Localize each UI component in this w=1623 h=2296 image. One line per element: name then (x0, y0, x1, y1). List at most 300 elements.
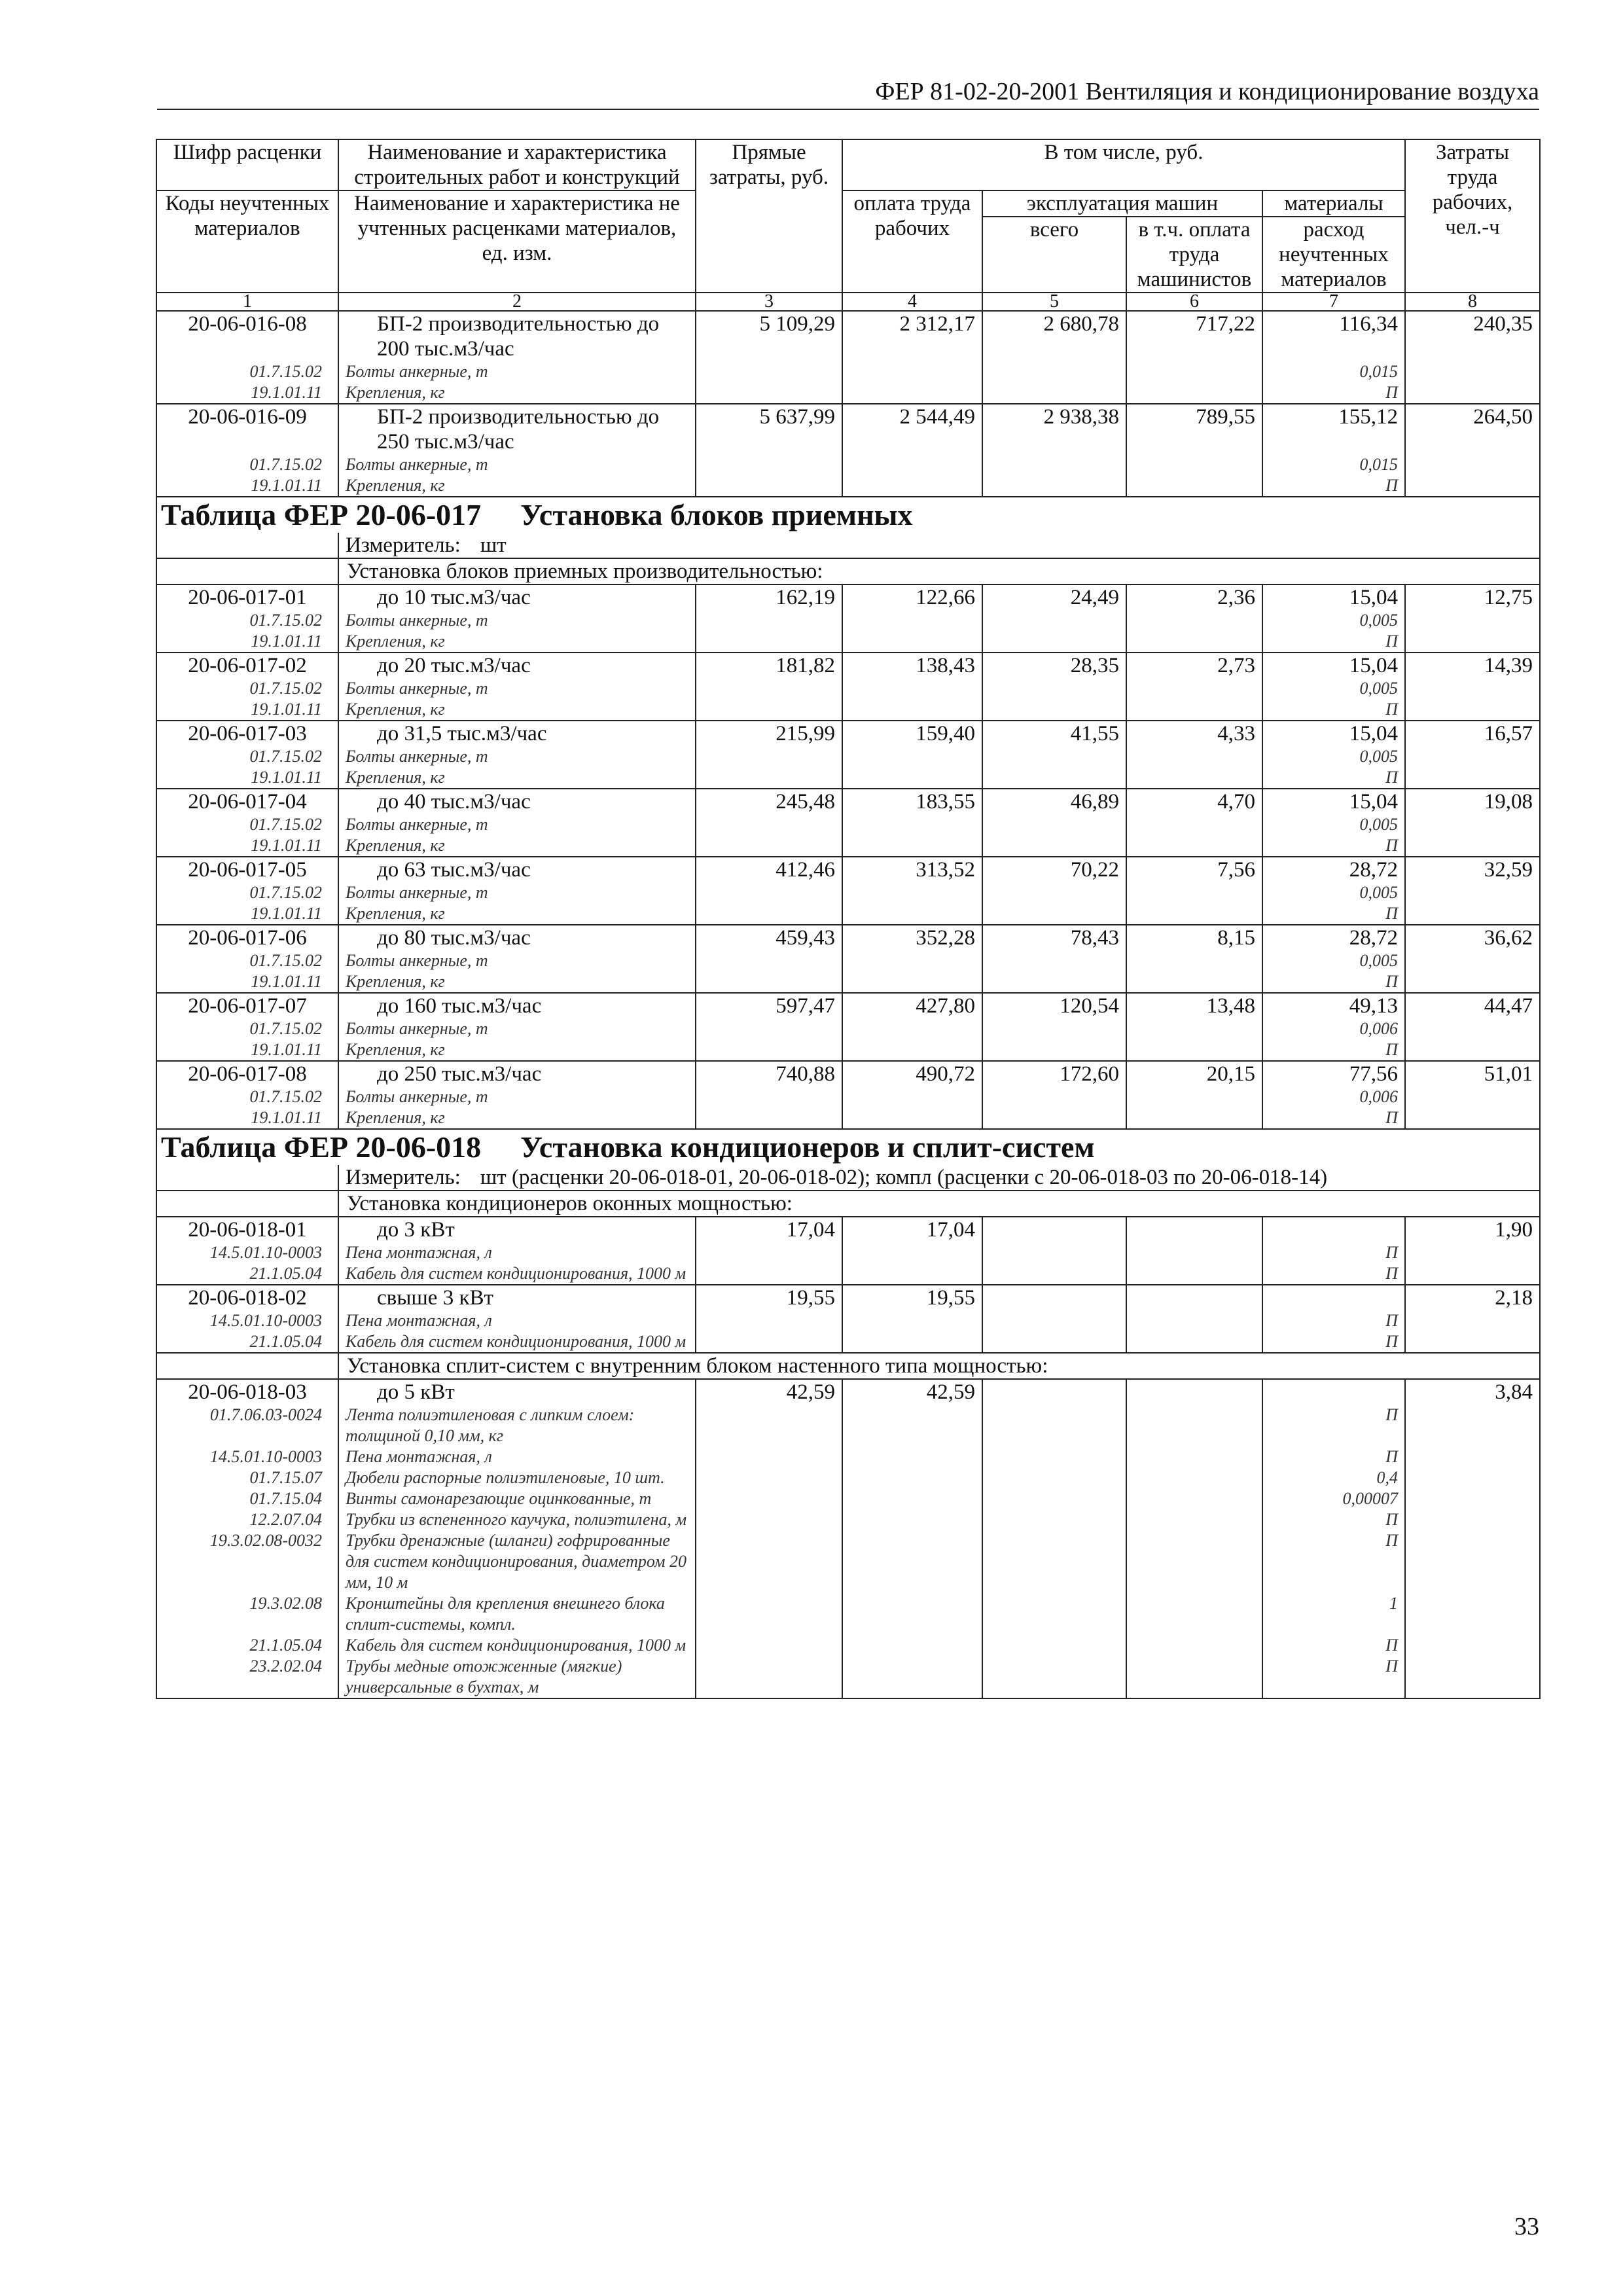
empty-cell (1126, 882, 1262, 903)
header-materials: материалы (1262, 190, 1405, 217)
empty-cell (696, 1086, 842, 1107)
material-code: 01.7.15.02 (156, 746, 338, 767)
rate-name: до 160 тыс.м3/час (338, 993, 696, 1018)
table-body (156, 311, 1540, 1698)
empty-cell (1405, 475, 1540, 497)
empty-cell (842, 1593, 982, 1635)
material-row (156, 1331, 1540, 1353)
material-row (156, 1086, 1540, 1107)
empty-cell (842, 1242, 982, 1263)
direct-cost: 597,47 (696, 993, 842, 1018)
empty-cell (696, 454, 842, 475)
section-heading-row (156, 1191, 1540, 1217)
material-quantity: 0,015 (1262, 361, 1405, 382)
empty-cell (1126, 1018, 1262, 1039)
material-row (156, 1530, 1540, 1593)
material-row (156, 814, 1540, 835)
direct-cost: 181,82 (696, 653, 842, 678)
material-name: Болты анкерные, т (338, 1086, 696, 1107)
empty-cell (1405, 1488, 1540, 1509)
empty-cell (1126, 767, 1262, 789)
empty-cell (1405, 1530, 1540, 1593)
empty-cell (696, 699, 842, 721)
empty-cell (842, 767, 982, 789)
table-subject: Установка блоков приемных (520, 498, 913, 531)
materials-cost: 15,04 (1262, 653, 1405, 678)
materials-cost: 116,34 (1262, 311, 1405, 361)
empty-cell (156, 1191, 338, 1217)
materials-cost: 49,13 (1262, 993, 1405, 1018)
empty-cell (696, 1530, 842, 1593)
material-row (156, 382, 1540, 404)
column-numbers-row: 1 2 3 4 5 6 7 8 (156, 293, 1540, 311)
material-quantity: П (1262, 835, 1405, 857)
header-included: В том числе, руб. (842, 139, 1405, 190)
empty-cell (982, 361, 1126, 382)
material-name: Болты анкерные, т (338, 678, 696, 699)
rate-name: до 20 тыс.м3/час (338, 653, 696, 678)
empty-cell (982, 1086, 1126, 1107)
material-row (156, 1018, 1540, 1039)
material-code: 01.7.06.03-0024 (156, 1405, 338, 1446)
material-quantity: П (1262, 1635, 1405, 1656)
empty-cell (1126, 1593, 1262, 1635)
material-quantity: П (1262, 1530, 1405, 1593)
empty-cell (1405, 678, 1540, 699)
empty-cell (1126, 475, 1262, 497)
table-row (156, 404, 1540, 454)
table-header (156, 139, 1540, 311)
empty-cell (696, 1242, 842, 1263)
material-code: 19.3.02.08 (156, 1593, 338, 1635)
material-quantity: 0,005 (1262, 746, 1405, 767)
material-quantity: П (1262, 767, 1405, 789)
empty-cell (842, 699, 982, 721)
material-row (156, 631, 1540, 653)
direct-cost: 19,55 (696, 1285, 842, 1310)
empty-cell (842, 1107, 982, 1129)
table-row (156, 1217, 1540, 1242)
material-name: Кабель для систем кондиционирования, 1000 м (338, 1635, 696, 1656)
material-quantity: 0,005 (1262, 678, 1405, 699)
material-code: 14.5.01.10-0003 (156, 1446, 338, 1467)
labor-pay: 17,04 (842, 1217, 982, 1242)
empty-cell (1126, 814, 1262, 835)
empty-cell (1405, 1263, 1540, 1285)
table-row (156, 1061, 1540, 1086)
empty-cell (1126, 678, 1262, 699)
empty-cell (842, 814, 982, 835)
table-row (156, 857, 1540, 882)
empty-cell (1126, 1263, 1262, 1285)
material-name: Пена монтажная, л (338, 1310, 696, 1331)
empty-cell (982, 1593, 1126, 1635)
direct-cost: 245,48 (696, 789, 842, 814)
material-row (156, 835, 1540, 857)
empty-cell (1405, 454, 1540, 475)
empty-cell (696, 1593, 842, 1635)
empty-cell (1126, 699, 1262, 721)
measurer (338, 533, 1540, 558)
empty-cell (696, 814, 842, 835)
material-row (156, 1593, 1540, 1635)
material-quantity: 0,006 (1262, 1018, 1405, 1039)
material-quantity: П (1262, 971, 1405, 993)
machines-total: 41,55 (982, 721, 1126, 746)
empty-cell (696, 1039, 842, 1061)
material-quantity: П (1262, 631, 1405, 653)
empty-cell (156, 1165, 338, 1191)
empty-cell (156, 533, 338, 558)
material-code: 19.1.01.11 (156, 475, 338, 497)
material-name: Трубки дренажные (шланги) гофрированные для систем кондиционирования, диаметром 20 мм, 10 м (338, 1530, 696, 1593)
rate-code: 20-06-017-02 (156, 653, 338, 678)
section-heading: Установка кондиционеров оконных мощностью: (338, 1191, 1540, 1217)
empty-cell (982, 382, 1126, 404)
empty-cell (842, 1446, 982, 1467)
material-code: 14.5.01.10-0003 (156, 1310, 338, 1331)
material-quantity: 0,005 (1262, 950, 1405, 971)
empty-cell (982, 1405, 1126, 1446)
machines-total: 2 680,78 (982, 311, 1126, 361)
empty-cell (842, 1405, 982, 1446)
empty-cell (1405, 971, 1540, 993)
material-code: 21.1.05.04 (156, 1331, 338, 1353)
empty-cell (982, 1018, 1126, 1039)
rate-code: 20-06-018-01 (156, 1217, 338, 1242)
empty-cell (696, 382, 842, 404)
machines-total (982, 1285, 1126, 1310)
measurer-unit: шт (480, 533, 507, 557)
materials-cost (1262, 1285, 1405, 1310)
empty-cell (982, 1530, 1126, 1593)
material-code: 01.7.15.02 (156, 454, 338, 475)
empty-cell (982, 1039, 1126, 1061)
labor-hours: 3,84 (1405, 1379, 1540, 1405)
material-code: 21.1.05.04 (156, 1635, 338, 1656)
section-heading: Установка сплит-систем с внутренним блоком настенного типа мощностью: (338, 1353, 1540, 1379)
empty-cell (1405, 1331, 1540, 1353)
empty-cell (1405, 882, 1540, 903)
direct-cost: 5 109,29 (696, 311, 842, 361)
section-heading-row (156, 1353, 1540, 1379)
measurer-row (156, 1165, 1540, 1191)
rate-name: до 3 кВт (338, 1217, 696, 1242)
empty-cell (1405, 631, 1540, 653)
empty-cell (982, 835, 1126, 857)
labor-hours: 264,50 (1405, 404, 1540, 454)
material-quantity: П (1262, 699, 1405, 721)
labor-pay: 352,28 (842, 925, 982, 950)
empty-cell (842, 361, 982, 382)
empty-cell (696, 475, 842, 497)
material-name: Болты анкерные, т (338, 950, 696, 971)
material-name: Крепления, кг (338, 699, 696, 721)
material-name: Болты анкерные, т (338, 361, 696, 382)
machines-total: 24,49 (982, 584, 1126, 610)
empty-cell (696, 1405, 842, 1446)
machinists-pay (1126, 1217, 1262, 1242)
labor-pay: 159,40 (842, 721, 982, 746)
empty-cell (982, 971, 1126, 993)
material-name: Кабель для систем кондиционирования, 1000 м (338, 1263, 696, 1285)
material-code: 12.2.07.04 (156, 1509, 338, 1530)
machinists-pay: 4,33 (1126, 721, 1262, 746)
machines-total: 2 938,38 (982, 404, 1126, 454)
machinists-pay: 789,55 (1126, 404, 1262, 454)
material-name: Трубы медные отожженные (мягкие) универсальные в бухтах, м (338, 1656, 696, 1698)
labor-hours: 16,57 (1405, 721, 1540, 746)
material-row (156, 1509, 1540, 1530)
empty-cell (696, 1107, 842, 1129)
machines-total: 120,54 (982, 993, 1126, 1018)
rate-name: БП-2 производительностью до 200 тыс.м3/час (338, 311, 696, 361)
table-title-row (156, 1129, 1540, 1165)
empty-cell (982, 1331, 1126, 1353)
material-code: 19.1.01.11 (156, 835, 338, 857)
material-name: Крепления, кг (338, 631, 696, 653)
empty-cell (1405, 1039, 1540, 1061)
empty-cell (982, 1107, 1126, 1129)
material-code: 01.7.15.02 (156, 361, 338, 382)
material-row (156, 454, 1540, 475)
empty-cell (1126, 631, 1262, 653)
material-row (156, 610, 1540, 631)
labor-pay: 138,43 (842, 653, 982, 678)
empty-cell (1405, 903, 1540, 925)
material-quantity: 1 (1262, 1593, 1405, 1635)
empty-cell (982, 1488, 1126, 1509)
materials-cost: 77,56 (1262, 1061, 1405, 1086)
direct-cost: 412,46 (696, 857, 842, 882)
materials-cost (1262, 1217, 1405, 1242)
material-code: 21.1.05.04 (156, 1263, 338, 1285)
material-name: Кронштейны для крепления внешнего блока сплит-системы, компл. (338, 1593, 696, 1635)
material-code: 19.1.01.11 (156, 1107, 338, 1129)
material-row (156, 1242, 1540, 1263)
empty-cell (842, 631, 982, 653)
empty-cell (842, 1656, 982, 1698)
machinists-pay: 2,73 (1126, 653, 1262, 678)
empty-cell (1126, 1488, 1262, 1509)
material-code: 14.5.01.10-0003 (156, 1242, 338, 1263)
empty-cell (842, 971, 982, 993)
material-code: 19.1.01.11 (156, 631, 338, 653)
material-row (156, 678, 1540, 699)
table-row (156, 653, 1540, 678)
labor-hours: 19,08 (1405, 789, 1540, 814)
empty-cell (842, 610, 982, 631)
machinists-pay (1126, 1285, 1262, 1310)
material-quantity: П (1262, 903, 1405, 925)
empty-cell (842, 1635, 982, 1656)
material-name: Трубки из вспененного каучука, полиэтилена, м (338, 1509, 696, 1530)
material-quantity: П (1262, 1107, 1405, 1129)
empty-cell (1126, 1467, 1262, 1488)
material-row (156, 1467, 1540, 1488)
machines-total: 172,60 (982, 1061, 1126, 1086)
material-code: 01.7.15.02 (156, 678, 338, 699)
labor-pay: 2 312,17 (842, 311, 982, 361)
empty-cell (1126, 971, 1262, 993)
empty-cell (696, 971, 842, 993)
empty-cell (842, 1467, 982, 1488)
empty-cell (842, 1331, 982, 1353)
empty-cell (1126, 1446, 1262, 1467)
empty-cell (982, 678, 1126, 699)
direct-cost: 215,99 (696, 721, 842, 746)
material-name: Пена монтажная, л (338, 1242, 696, 1263)
labor-pay: 313,52 (842, 857, 982, 882)
empty-cell (1405, 1467, 1540, 1488)
empty-cell (1126, 382, 1262, 404)
material-name: Кабель для систем кондиционирования, 1000 м (338, 1331, 696, 1353)
materials-cost: 28,72 (1262, 857, 1405, 882)
empty-cell (1126, 610, 1262, 631)
empty-cell (1405, 1242, 1540, 1263)
header-machinists-pay: в т.ч. оплата труда машинистов (1126, 217, 1262, 293)
empty-cell (982, 1263, 1126, 1285)
empty-cell (696, 1488, 842, 1509)
empty-cell (696, 882, 842, 903)
empty-cell (1405, 767, 1540, 789)
header-code: Шифр расценки (156, 139, 338, 190)
empty-cell (1126, 1509, 1262, 1530)
empty-cell (696, 767, 842, 789)
labor-hours: 36,62 (1405, 925, 1540, 950)
empty-cell (1126, 454, 1262, 475)
empty-cell (982, 699, 1126, 721)
empty-cell (842, 1488, 982, 1509)
table-row (156, 1285, 1540, 1310)
empty-cell (696, 1263, 842, 1285)
materials-cost: 15,04 (1262, 789, 1405, 814)
measurer (338, 1165, 1540, 1191)
section-heading: Установка блоков приемных производительностью: (338, 558, 1540, 584)
material-row (156, 767, 1540, 789)
machines-total (982, 1379, 1126, 1405)
rate-code: 20-06-017-01 (156, 584, 338, 610)
labor-hours: 2,18 (1405, 1285, 1540, 1310)
empty-cell (982, 882, 1126, 903)
table-row (156, 993, 1540, 1018)
material-code: 01.7.15.02 (156, 610, 338, 631)
machines-total: 70,22 (982, 857, 1126, 882)
materials-cost: 155,12 (1262, 404, 1405, 454)
machines-total: 46,89 (982, 789, 1126, 814)
empty-cell (982, 950, 1126, 971)
rate-name: до 63 тыс.м3/час (338, 857, 696, 882)
empty-cell (1126, 1405, 1262, 1446)
measurer-label: Измеритель: (346, 533, 461, 557)
material-row (156, 361, 1540, 382)
direct-cost: 17,04 (696, 1217, 842, 1242)
empty-cell (1126, 746, 1262, 767)
empty-cell (842, 835, 982, 857)
empty-cell (1126, 1086, 1262, 1107)
empty-cell (1126, 1635, 1262, 1656)
material-code: 01.7.15.02 (156, 814, 338, 835)
header-material-codes: Коды неучтенных материалов (156, 190, 338, 293)
material-code: 19.1.01.11 (156, 767, 338, 789)
empty-cell (982, 631, 1126, 653)
direct-cost: 459,43 (696, 925, 842, 950)
labor-pay: 490,72 (842, 1061, 982, 1086)
material-name: Пена монтажная, л (338, 1446, 696, 1467)
empty-cell (842, 1509, 982, 1530)
material-code: 19.1.01.11 (156, 699, 338, 721)
material-row (156, 1107, 1540, 1129)
material-row (156, 1310, 1540, 1331)
material-row (156, 1488, 1540, 1509)
material-row (156, 971, 1540, 993)
material-quantity: 0,015 (1262, 454, 1405, 475)
material-name: Крепления, кг (338, 835, 696, 857)
material-row (156, 882, 1540, 903)
empty-cell (696, 835, 842, 857)
material-quantity: П (1262, 1263, 1405, 1285)
rate-code: 20-06-017-08 (156, 1061, 338, 1086)
empty-cell (982, 746, 1126, 767)
table-row (156, 925, 1540, 950)
machinists-pay: 20,15 (1126, 1061, 1262, 1086)
table-number: Таблица ФЕР 20-06-018 (161, 1130, 482, 1164)
header-name: Наименование и характеристика строительных работ и конструкций (338, 139, 696, 190)
empty-cell (1405, 361, 1540, 382)
material-name: Винты самонарезающие оцинкованные, т (338, 1488, 696, 1509)
materials-cost: 15,04 (1262, 721, 1405, 746)
material-quantity: П (1262, 1446, 1405, 1467)
material-row (156, 1039, 1540, 1061)
document-title: ФЕР 81-02-20-2001 Вентиляция и кондиционирование воздуха (875, 78, 1539, 105)
material-name: Крепления, кг (338, 475, 696, 497)
empty-cell (1405, 1310, 1540, 1331)
labor-hours: 1,90 (1405, 1217, 1540, 1242)
empty-cell (982, 1446, 1126, 1467)
table-subject: Установка кондиционеров и сплит-систем (520, 1130, 1095, 1164)
labor-hours: 32,59 (1405, 857, 1540, 882)
material-name: Крепления, кг (338, 767, 696, 789)
labor-hours: 14,39 (1405, 653, 1540, 678)
material-name: Лента полиэтиленовая с липким слоем: толщиной 0,10 мм, кг (338, 1405, 696, 1446)
empty-cell (1126, 1331, 1262, 1353)
material-code: 01.7.15.07 (156, 1467, 338, 1488)
material-row (156, 699, 1540, 721)
empty-cell (1126, 1039, 1262, 1061)
empty-cell (696, 903, 842, 925)
empty-cell (696, 1509, 842, 1530)
empty-cell (842, 950, 982, 971)
material-code: 23.2.02.04 (156, 1656, 338, 1698)
material-name: Болты анкерные, т (338, 454, 696, 475)
material-quantity: П (1262, 475, 1405, 497)
material-name: Крепления, кг (338, 903, 696, 925)
direct-cost: 162,19 (696, 584, 842, 610)
empty-cell (842, 1039, 982, 1061)
empty-cell (842, 454, 982, 475)
material-quantity: П (1262, 382, 1405, 404)
empty-cell (982, 1656, 1126, 1698)
empty-cell (1126, 1310, 1262, 1331)
empty-cell (1126, 1656, 1262, 1698)
empty-cell (842, 1530, 982, 1593)
empty-cell (982, 454, 1126, 475)
machines-total: 28,35 (982, 653, 1126, 678)
rate-code: 20-06-018-02 (156, 1285, 338, 1310)
material-quantity: 0,4 (1262, 1467, 1405, 1488)
materials-cost: 15,04 (1262, 584, 1405, 610)
empty-cell (696, 610, 842, 631)
